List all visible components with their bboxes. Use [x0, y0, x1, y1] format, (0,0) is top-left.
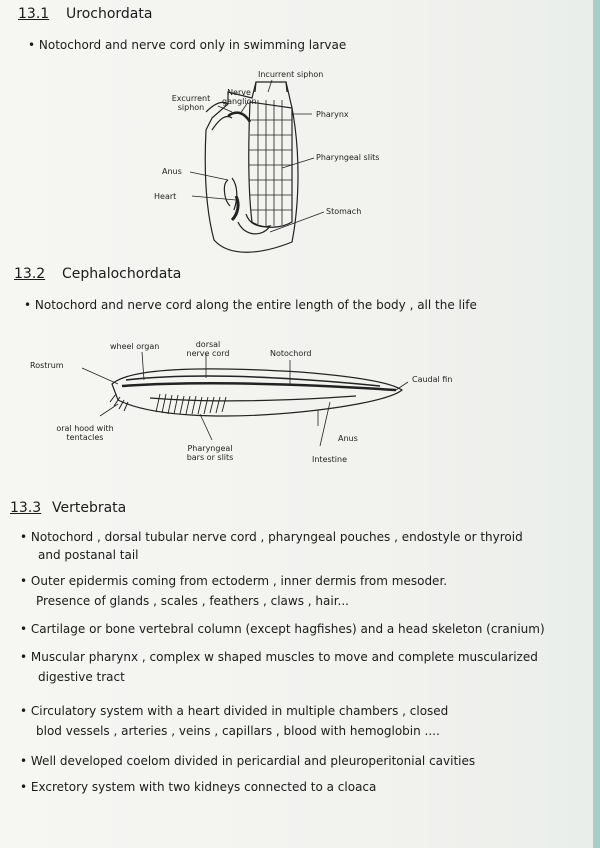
label-caudal-fin: Caudal fin	[412, 375, 453, 384]
vertebrata-bullet-6: • Well developed coelom divided in pericardial and pleuroperitonial cavities	[20, 754, 476, 768]
section-number-13-1: 13.1	[18, 6, 50, 22]
vertebrata-bullet-4: • Muscular pharynx , complex w shaped muscles to move and complete muscularized	[20, 650, 538, 664]
label-notochord: Notochord	[270, 349, 312, 358]
vertebrata-bullet-1: • Notochord , dorsal tubular nerve cord , pharyngeal pouches , endostyle or thyroid	[20, 530, 523, 544]
oral-tentacles	[110, 394, 128, 411]
label-intestine: Intestine	[312, 455, 348, 464]
label-excurrent-siphon: Excurrent siphon	[171, 94, 211, 112]
label-wheel-organ: wheel organ	[110, 342, 160, 351]
label-anus: Anus	[162, 167, 182, 176]
cephalochordata-bullet: • Notochord and nerve cord along the entire length of the body , all the life	[24, 298, 477, 312]
section-title-vertebrata: Vertebrata	[52, 500, 127, 516]
vertebrata-bullet-3: • Cartilage or bone vertebral column (except hagfishes) and a head skeleton (cranium)	[20, 622, 545, 636]
vertebrata-bullet-5-cont: blod vessels , arteries , veins , capillars , blood with hemoglobin ....	[36, 724, 440, 738]
section-title-urochordata: Urochordata	[66, 6, 153, 22]
label-pharyngeal-bars: Pharyngeal bars or slits	[186, 444, 234, 462]
lancelet-body-outline	[112, 369, 402, 416]
label-incurrent-siphon: Incurrent siphon	[258, 70, 324, 79]
gill-bars	[156, 394, 226, 414]
label-stomach: Stomach	[326, 207, 362, 216]
vertebrata-bullet-2-cont: Presence of glands , scales , feathers , claws , hair...	[36, 594, 349, 608]
intestine-line	[150, 396, 356, 401]
section-number-13-3: 13.3	[10, 500, 42, 516]
label-oral-hood: oral hood with tentacles	[56, 424, 114, 442]
label-pharynx: Pharynx	[316, 110, 349, 119]
vertebrata-bullet-7: • Excretory system with two kidneys connected to a cloaca	[20, 780, 377, 794]
label-rostrum: Rostrum	[30, 361, 64, 370]
vertebrata-bullet-5: • Circulatory system with a heart divided in multiple chambers , closed	[20, 704, 449, 718]
vertebrata-bullet-1-cont: and postanal tail	[38, 548, 139, 562]
section-number-13-2: 13.2	[14, 266, 46, 282]
label-nerve-ganglion: Nerve ganglion	[222, 88, 257, 106]
notochord-line	[122, 383, 396, 390]
label-heart: Heart	[154, 192, 177, 201]
label-pharyngeal-slits: Pharyngeal slits	[316, 153, 380, 162]
vertebrata-bullet-4-cont: digestive tract	[38, 670, 125, 684]
label-dorsal-nerve-cord: dorsal nerve cord	[186, 340, 230, 358]
urochordata-bullet: • Notochord and nerve cord only in swimming larvae	[28, 38, 347, 52]
section-title-cephalochordata: Cephalochordata	[62, 266, 182, 282]
label-anus-lancelet: Anus	[338, 434, 358, 443]
vertebrata-bullet-2: • Outer epidermis coming from ectoderm , inner dermis from mesoder.	[20, 574, 448, 588]
